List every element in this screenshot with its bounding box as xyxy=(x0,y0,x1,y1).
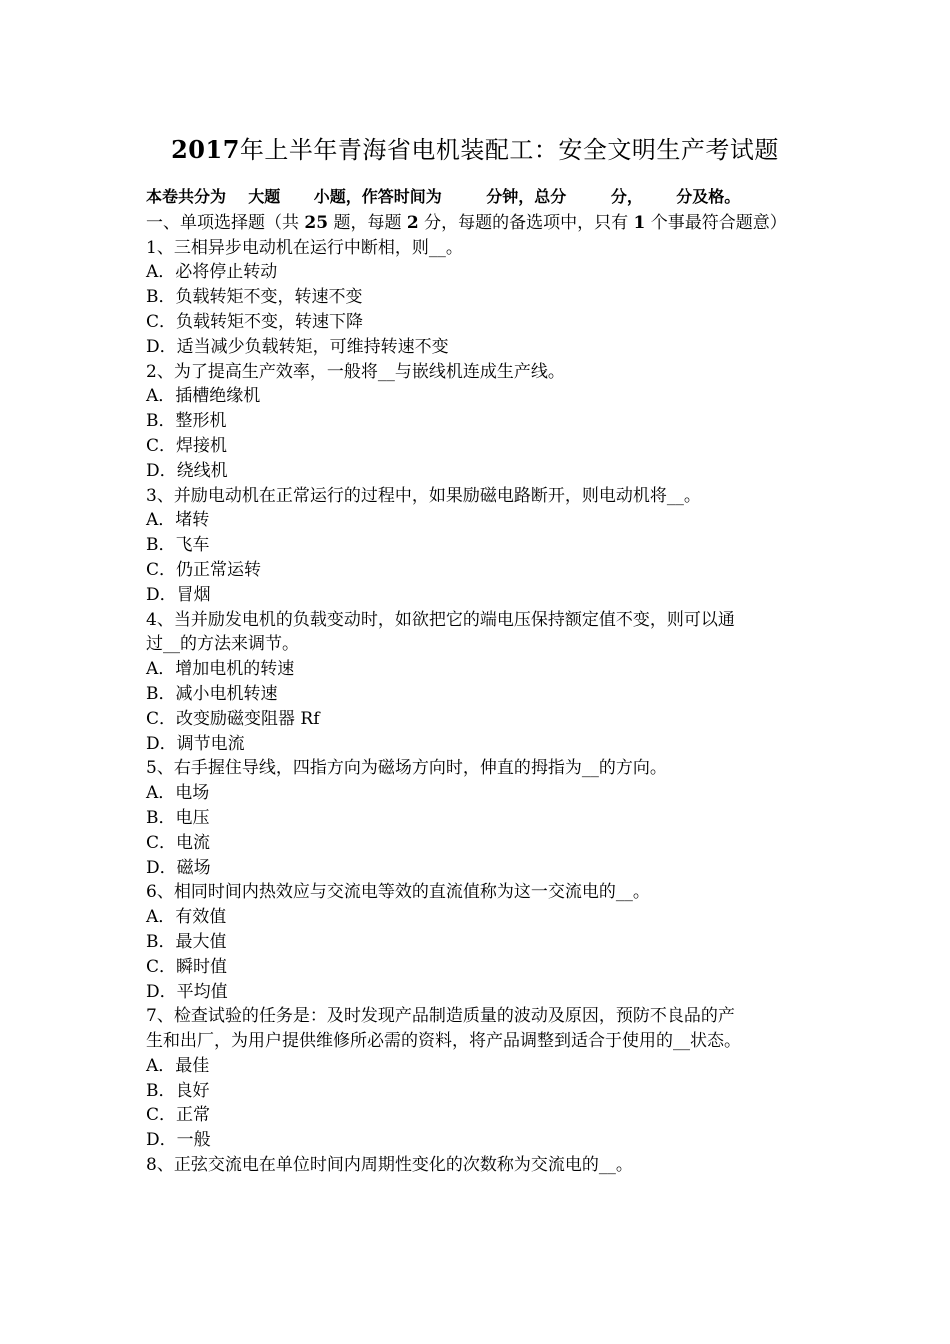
question-stem: 3、并励电动机在正常运行的过程中，如果励磁电路断开，则电动机将__。 xyxy=(146,485,701,506)
exam-info-line: 本卷共分为 大题 小题，作答时间为 分钟，总分 分， 分及格。 xyxy=(146,187,741,206)
answer-option: B．良好 xyxy=(146,1080,210,1101)
question-stem: 生和出厂，为用户提供维修所必需的资料，将产品调整到适合于使用的__状态。 xyxy=(146,1031,741,1052)
answer-option: A．插槽绝缘机 xyxy=(146,386,261,407)
section-heading: 一、单项选择题（共 25 题，每题 2 分，每题的备选项中，只有 1 个事最符合题意） xyxy=(146,212,787,233)
answer-option: C．瞬时值 xyxy=(146,956,228,977)
answer-option: C．正常 xyxy=(146,1105,211,1126)
question-stem: 4、当并励发电机的负载变动时，如欲把它的端电压保持额定值不变，则可以通 xyxy=(146,609,735,630)
question-item xyxy=(146,1004,811,1153)
document-body xyxy=(146,185,811,1178)
answer-option: D．绕线机 xyxy=(146,460,228,481)
title-text: 年上半年青海省电机装配工：安全文明生产考试题 xyxy=(239,136,779,164)
answer-option: C．电流 xyxy=(146,832,211,853)
answer-option: A．有效值 xyxy=(146,907,227,928)
answer-option: A．电场 xyxy=(146,783,210,804)
answer-option: D．冒烟 xyxy=(146,584,211,605)
question-stem: 7、检查试验的任务是：及时发现产品制造质量的波动及原因，预防不良品的产 xyxy=(146,1006,735,1027)
question-stem: 1、三相异步电动机在运行中断相，则__。 xyxy=(146,237,463,258)
answer-option: B．负载转矩不变，转速不变 xyxy=(146,287,363,308)
question-item xyxy=(146,1153,811,1178)
question-stem: 5、右手握住导线，四指方向为磁场方向时，伸直的拇指为__的方向。 xyxy=(146,758,667,779)
question-stem: 2、为了提高生产效率，一般将__与嵌线机连成生产线。 xyxy=(146,361,565,382)
question-list xyxy=(146,236,811,1178)
question-stem: 过__的方法来调节。 xyxy=(146,634,299,655)
answer-option: D．平均值 xyxy=(146,981,228,1002)
question-item xyxy=(146,360,811,484)
question-stem: 6、相同时间内热效应与交流电等效的直流值称为这一交流电的__。 xyxy=(146,882,650,903)
answer-option: D．调节电流 xyxy=(146,733,245,754)
question-stem: 8、正弦交流电在单位时间内周期性变化的次数称为交流电的__。 xyxy=(146,1155,633,1176)
answer-option: A．最佳 xyxy=(146,1055,210,1076)
answer-option: A．必将停止转动 xyxy=(146,262,278,283)
answer-option: C．改变励磁变阻器 Rf xyxy=(146,708,320,729)
answer-option: C．仍正常运转 xyxy=(146,559,262,580)
answer-option: D．一般 xyxy=(146,1130,211,1151)
answer-option: A．增加电机的转速 xyxy=(146,659,295,680)
question-item xyxy=(146,608,811,757)
question-item xyxy=(146,756,811,880)
document-title xyxy=(0,133,950,167)
question-item xyxy=(146,236,811,360)
answer-option: B．最大值 xyxy=(146,931,227,952)
answer-option: D．适当减少负载转矩，可维持转速不变 xyxy=(146,336,449,357)
answer-option: B．整形机 xyxy=(146,411,227,432)
answer-option: D．磁场 xyxy=(146,857,211,878)
answer-option: A．堵转 xyxy=(146,510,210,531)
answer-option: B．减小电机转速 xyxy=(146,683,278,704)
title-year: 2017 xyxy=(171,135,240,164)
answer-option: C．负载转矩不变，转速下降 xyxy=(146,311,364,332)
answer-option: B．飞车 xyxy=(146,535,210,556)
answer-option: C．焊接机 xyxy=(146,435,228,456)
answer-option: B．电压 xyxy=(146,807,210,828)
question-item xyxy=(146,880,811,1004)
question-item xyxy=(146,484,811,608)
